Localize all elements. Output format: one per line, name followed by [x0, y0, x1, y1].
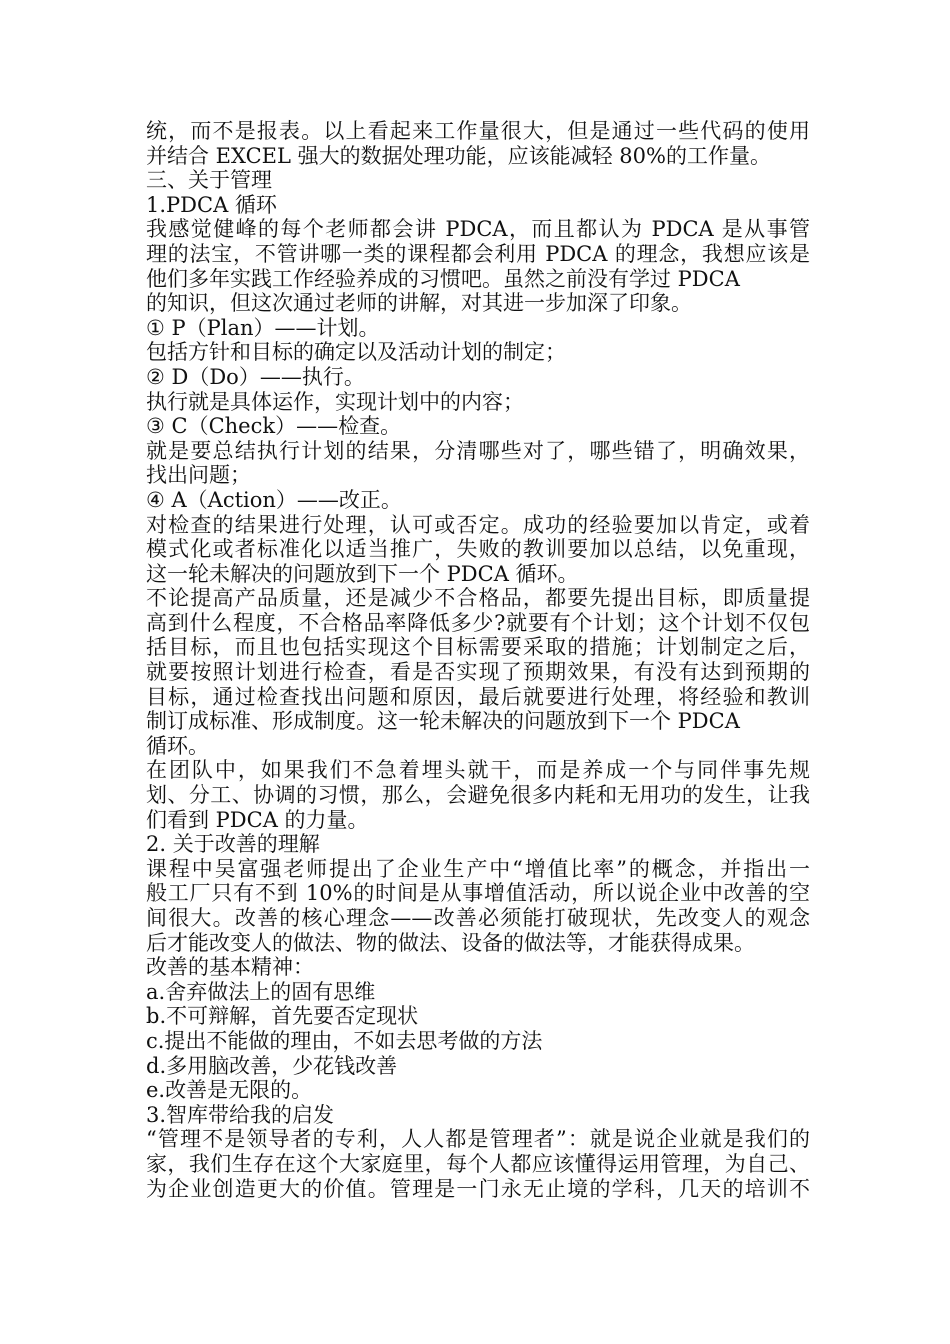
body-text-line: 课程中吴富强老师提出了企业生产中“增值比率”的概念，并指出一	[146, 856, 810, 881]
section-heading: 三、关于管理	[146, 168, 272, 193]
body-text-line: 的知识，但这次通过老师的讲解，对其进一步加深了印象。	[146, 291, 692, 316]
body-text-line: 理的法宝，不管讲哪一类的课程都会利用 PDCA 的理念，我想应该是	[146, 241, 810, 266]
body-text-line: 制订成标准、形成制度。这一轮未解决的问题放到下一个 PDCA	[146, 709, 740, 734]
body-text-line: 执行就是具体运作，实现计划中的内容；	[146, 389, 524, 414]
list-item: d.多用脑改善，少花钱改善	[146, 1053, 398, 1078]
body-text-line: 并结合 EXCEL 强大的数据处理功能，应该能减轻 80%的工作量。	[146, 143, 771, 168]
body-text-line: 划、分工、协调的习惯，那么，会避免很多内耗和无用功的发生，让我	[146, 783, 810, 808]
list-item: ① P（Plan）——计划。	[146, 315, 380, 340]
body-text-line: “管理不是领导者的专利，人人都是管理者”：就是说企业就是我们的	[146, 1127, 810, 1152]
body-text-line: 为企业创造更大的价值。管理是一门永无止境的学科，几天的培训不	[146, 1176, 810, 1201]
body-text-line: 对检查的结果进行处理，认可或否定。成功的经验要加以肯定，或着	[146, 512, 810, 537]
list-item: e.改善是无限的。	[146, 1078, 313, 1103]
body-text-line: 括目标，而且也包括实现这个目标需要采取的措施；计划制定之后，	[146, 635, 810, 660]
body-text-line: 目标，通过检查找出问题和原因，最后就要进行处理，将经验和教训	[146, 684, 810, 709]
list-item: ② D（Do）——执行。	[146, 364, 365, 389]
body-text-line: 们看到 PDCA 的力量。	[146, 807, 369, 832]
body-text-line: 家，我们生存在这个大家庭里，每个人都应该懂得运用管理，为自己、	[146, 1151, 810, 1176]
body-text-line: 就是要总结执行计划的结果，分清哪些对了，哪些错了，明确效果，	[146, 438, 810, 463]
list-item: b.不可辩解，首先要否定现状	[146, 1004, 419, 1029]
body-text-line: 包括方针和目标的确定以及活动计划的制定；	[146, 340, 566, 365]
body-text-line: 在团队中，如果我们不急着埋头就干，而是养成一个与同伴事先规	[146, 758, 810, 783]
body-text-line: 循环。	[146, 733, 209, 758]
body-text-line: 统，而不是报表。以上看起来工作量很大，但是通过一些代码的使用	[146, 119, 810, 143]
body-text-line: 后才能改变人的做法、物的做法、设备的做法等，才能获得成果。	[146, 930, 755, 955]
body-text-line: 他们多年实践工作经验养成的习惯吧。虽然之前没有学过 PDCA	[146, 266, 740, 291]
list-item: a.舍弃做法上的固有思维	[146, 979, 376, 1004]
body-text-line: 我感觉健峰的每个老师都会讲 PDCA，而且都认为 PDCA 是从事管	[146, 217, 810, 242]
body-text-line: 高到什么程度，不合格品率降低多少?就要有个计划；这个计划不仅包	[146, 610, 810, 635]
body-text-line: 就要按照计划进行检查，看是否实现了预期效果，有没有达到预期的	[146, 660, 810, 685]
document-body	[146, 119, 810, 1201]
body-text-line: 般工厂只有不到 10%的时间是从事增值活动，所以说企业中改善的空	[146, 881, 810, 906]
subsection-heading: 1.PDCA 循环	[146, 192, 277, 217]
body-text-line: 改善的基本精神：	[146, 955, 314, 980]
body-text-line: 这一轮未解决的问题放到下一个 PDCA 循环。	[146, 561, 579, 586]
body-text-line: 找出问题；	[146, 463, 251, 488]
subsection-heading: 3.智库带给我的启发	[146, 1102, 335, 1127]
list-item: c.提出不能做的理由，不如去思考做的方法	[146, 1028, 543, 1053]
body-text-line: 模式化或者标准化以适当推广，失败的教训要加以总结，以免重现，	[146, 537, 810, 562]
list-item: ④ A（Action）——改正。	[146, 487, 402, 512]
body-text-line: 不论提高产品质量，还是减少不合格品，都要先提出目标，即质量提	[146, 586, 810, 611]
list-item: ③ C（Check）——检查。	[146, 414, 402, 439]
subsection-heading: 2. 关于改善的理解	[146, 832, 320, 857]
body-text-line: 间很大。改善的核心理念——改善必须能打破现状，先改变人的观念	[146, 906, 810, 930]
